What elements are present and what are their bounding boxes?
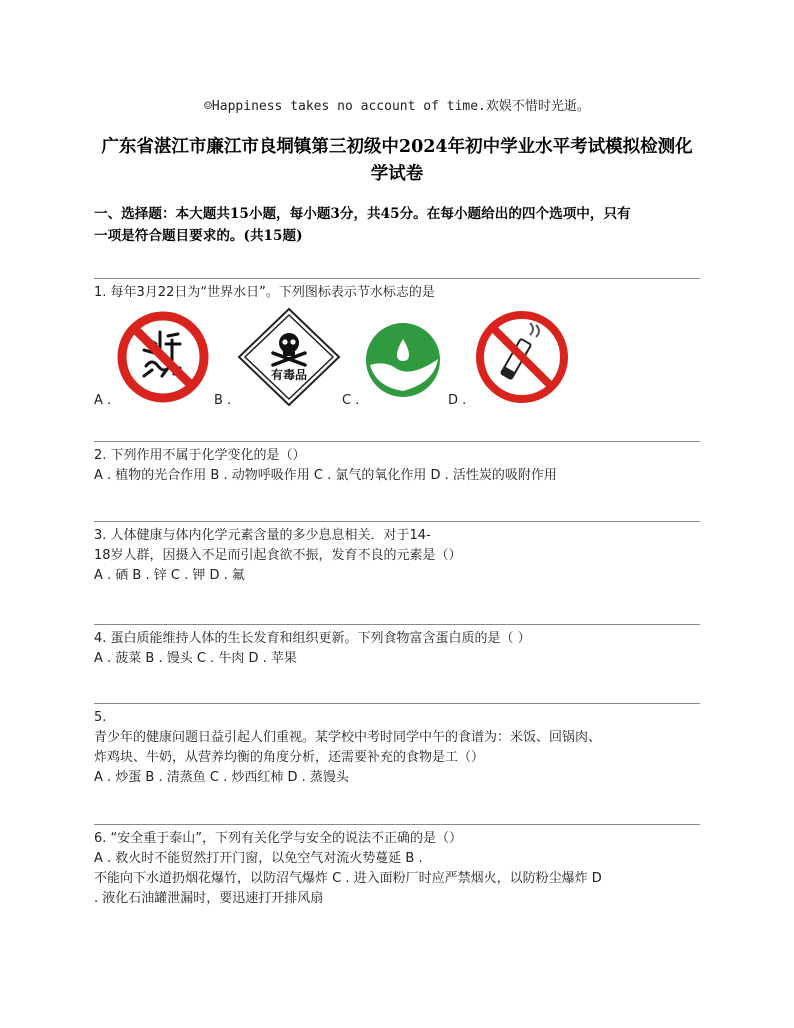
question-6 bbox=[94, 829, 706, 909]
question-6-line-1: A . 救火时不能贸然打开门窗，以免空气对流火势蔓延 B . bbox=[94, 851, 423, 866]
title-line-1: 广东省湛江市廉江市良垌镇第三初级中2024年初中学业水平考试模拟检测化 bbox=[101, 137, 693, 157]
option-b-toxic-icon bbox=[237, 307, 341, 407]
question-divider bbox=[94, 441, 700, 442]
option-b-label: B . bbox=[214, 393, 232, 408]
option-d-no-smoking-icon bbox=[474, 309, 570, 405]
section-line-1: 一、选择题：本大题共15小题，每小题3分，共45分。在每小题给出的四个选项中，只有 bbox=[94, 206, 631, 222]
question-2-options: A . 植物的光合作用 B . 动物呼吸作用 C . 氯气的氧化作用 D . 活性炭的吸附作用 bbox=[94, 468, 557, 483]
question-1-stem: 1. 每年3月22日为“世界水日”。下列图标表示节水标志的是 bbox=[94, 285, 435, 300]
question-6-line-2: 不能向下水道扔烟花爆竹，以防沼气爆炸 C . 进入面粉厂时应严禁烟火，以防粉尘爆炸 D bbox=[94, 871, 602, 886]
option-a-label: A . bbox=[94, 393, 112, 408]
question-5 bbox=[94, 708, 706, 788]
question-2 bbox=[94, 446, 706, 486]
question-divider bbox=[94, 703, 700, 704]
question-6-line-3: . 液化石油罐泄漏时，要迅速打开排风扇 bbox=[94, 891, 324, 906]
question-3 bbox=[94, 526, 706, 586]
question-3-line-2: 18岁人群，因摄入不足而引起食欲不振，发育不良的元素是（） bbox=[94, 548, 462, 563]
question-divider bbox=[94, 624, 700, 625]
question-5-line-1: 青少年的健康问题日益引起人们重视。某学校中考时同学中午的食谱为：米饭、回锅肉、 bbox=[94, 730, 602, 745]
title-line-2: 学试卷 bbox=[370, 164, 424, 184]
question-divider bbox=[94, 278, 700, 279]
option-a-prohibition-icon bbox=[116, 310, 210, 404]
question-5-number: 5. bbox=[94, 710, 107, 725]
question-divider bbox=[94, 521, 700, 522]
question-5-line-2: 炸鸡块、牛奶，从营养均衡的角度分析，还需要补充的食物是工（） bbox=[94, 750, 485, 765]
question-2-stem: 2. 下列作用不属于化学变化的是（） bbox=[94, 448, 306, 463]
section-line-2: 一项是符合题目要求的。(共15题) bbox=[94, 228, 303, 244]
option-c-label: C . bbox=[342, 393, 360, 408]
question-divider bbox=[94, 824, 700, 825]
section-heading bbox=[94, 203, 702, 247]
question-6-stem: 6. “安全重于泰山”，下列有关化学与安全的说法不正确的是（） bbox=[94, 831, 463, 846]
question-4-options: A . 菠菜 B . 馒头 C . 牛肉 D . 苹果 bbox=[94, 651, 297, 666]
page-title bbox=[94, 134, 700, 188]
question-4 bbox=[94, 629, 706, 669]
toxic-label: 有毒品 bbox=[270, 368, 308, 382]
option-d-label: D . bbox=[448, 393, 467, 408]
option-c-water-saving-icon bbox=[364, 321, 442, 399]
question-4-stem: 4. 蛋白质能维持人体的生长发育和组织更新。下列食物富含蛋白质的是（ ） bbox=[94, 631, 531, 646]
question-3-options: A . 硒 B . 锌 C . 钾 D . 氟 bbox=[94, 568, 245, 583]
question-1 bbox=[94, 283, 706, 303]
question-5-options: A . 炒蛋 B . 清蒸鱼 C . 炒西红柿 D . 蒸馒头 bbox=[94, 770, 349, 785]
motto: ☺Happiness takes no account of time.欢娱不惜时光逝。 bbox=[204, 99, 590, 114]
question-3-line-1: 3. 人体健康与体内化学元素含量的多少息息相关．对于14- bbox=[94, 528, 431, 543]
